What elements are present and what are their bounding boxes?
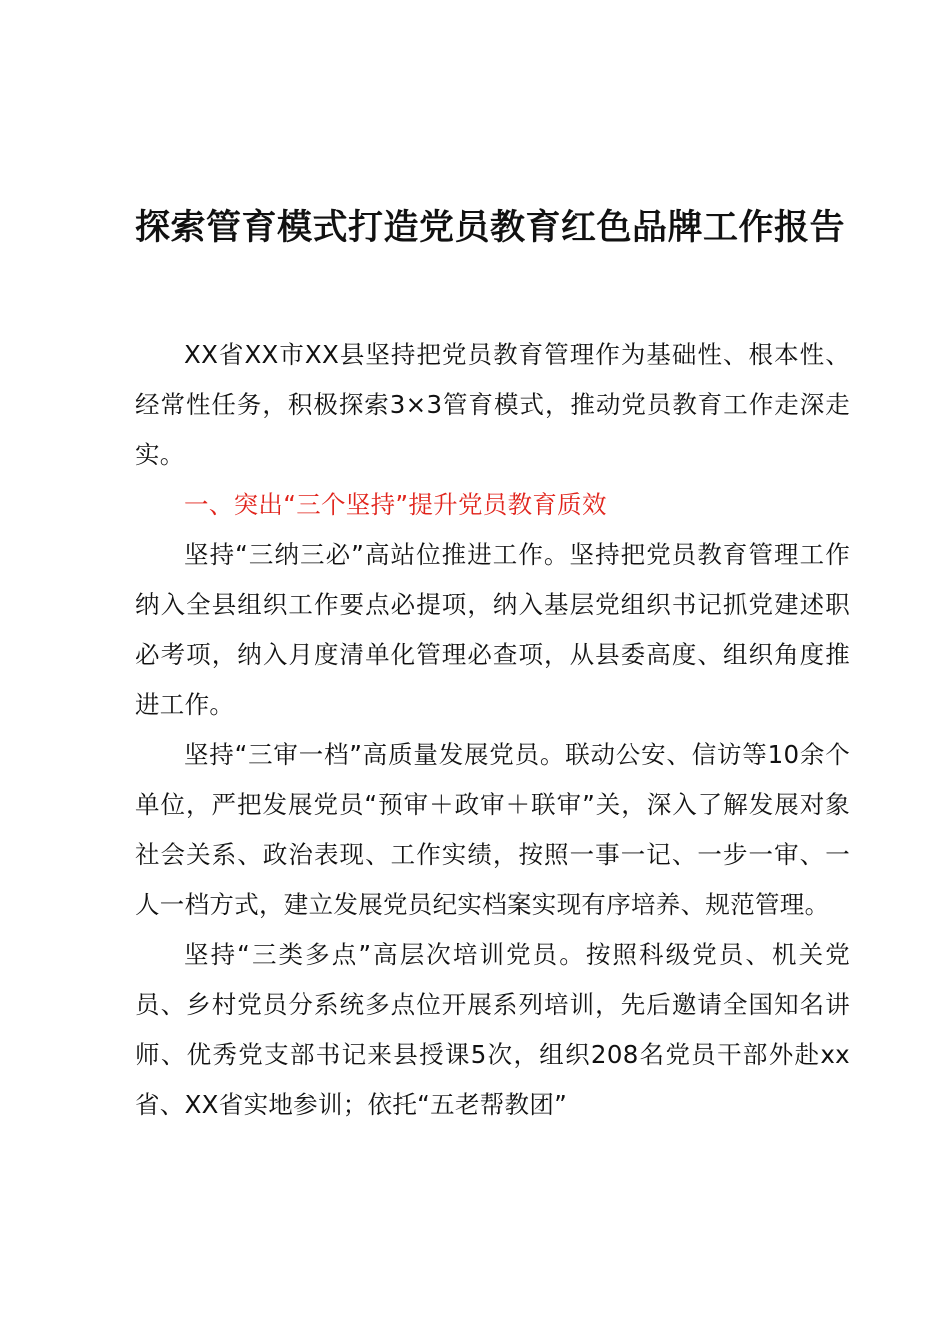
body-paragraph-2: 坚持“三审一档”高质量发展党员。联动公安、信访等10余个单位，严把发展党员“预审＋政审＋联审”关，深入了解发展对象社会关系、政治表现、工作实绩，按照一事一记、一步一审、一人一档方式，建立发展党员纪实档案实现有序培养、规范管理。	[135, 740, 850, 919]
document-title: 探索管育模式打造党员教育红色品牌工作报告	[134, 208, 845, 248]
document-body	[135, 330, 850, 1130]
section-heading: 一、突出“三个坚持”提升党员教育质效	[184, 490, 607, 519]
intro-paragraph: XX省XX市XX县坚持把党员教育管理作为基础性、根本性、经常性任务，积极探索3×3管育模式，推动党员教育工作走深走实。	[135, 340, 850, 469]
body-paragraph-1: 坚持“三纳三必”高站位推进工作。坚持把党员教育管理工作纳入全县组织工作要点必提项，纳入基层党组织书记抓党建述职必考项，纳入月度清单化管理必查项，从县委高度、组织角度推进工作。	[135, 540, 850, 719]
body-paragraph-3: 坚持“三类多点”高层次培训党员。按照科级党员、机关党员、乡村党员分系统多点位开展系列培训，先后邀请全国知名讲师、优秀党支部书记来县授课5次，组织208名党员干部外赴xx省、XX省实地参训；依托“五老帮教团”	[135, 940, 850, 1119]
